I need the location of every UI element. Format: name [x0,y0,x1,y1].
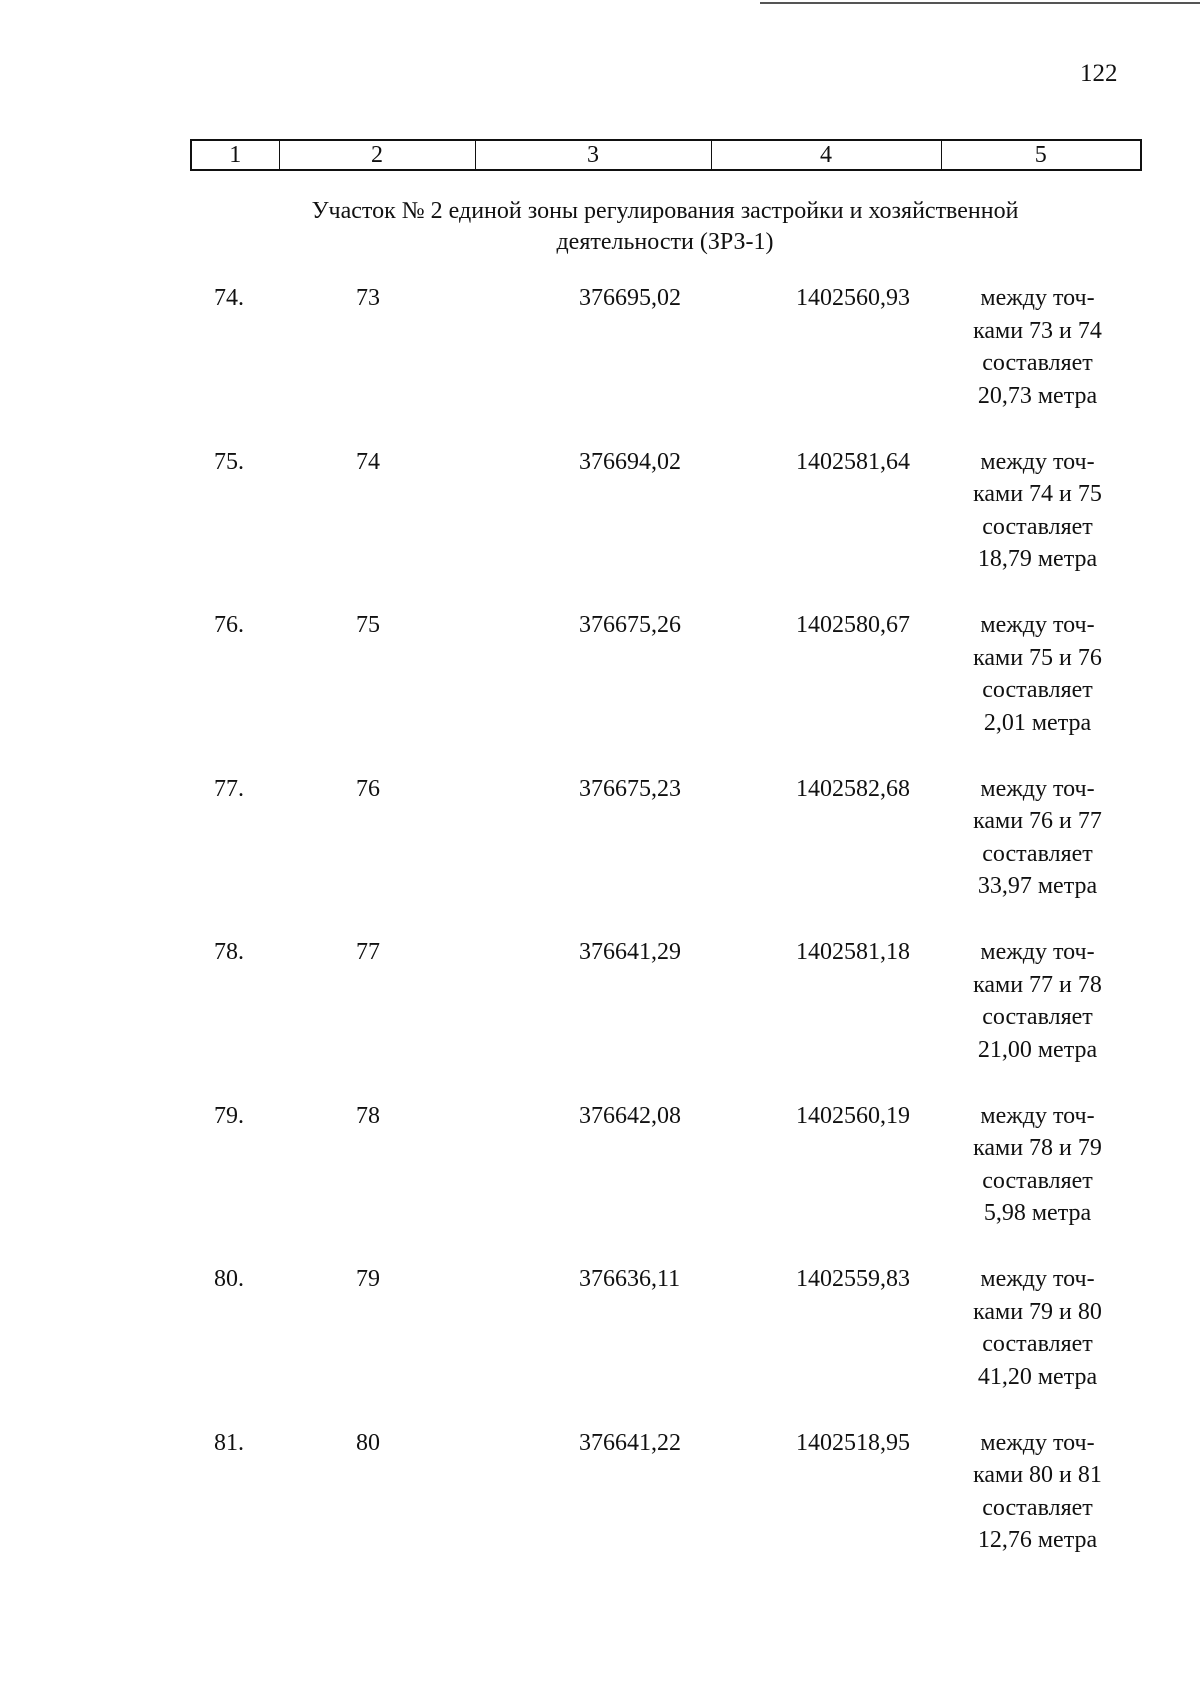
distance-line: между точ- [980,285,1095,311]
section-title [190,196,1140,258]
point-number: 80 [356,1429,380,1456]
column-header-4: 4 [711,140,941,170]
distance-line: составляет [982,350,1093,376]
distance-line: 18,79 метра [977,546,1098,572]
distance-description [950,609,1125,739]
point-number: 78 [356,1102,380,1129]
y-coordinate: 1402518,95 [796,1429,910,1456]
distance-line: между точ- [980,612,1095,638]
column-header-5: 5 [941,140,1141,170]
x-coordinate: 376641,22 [579,1429,681,1456]
distance-description [950,282,1125,412]
point-number: 74 [356,448,380,475]
distance-line: между точ- [980,448,1095,475]
y-coordinate: 1402580,67 [796,612,910,638]
row-number: 80. [214,1266,244,1292]
x-coordinate: 376695,02 [579,285,681,311]
x-coordinate: 376675,23 [579,775,681,802]
row-number: 79. [214,1102,244,1129]
column-header-table [190,139,1142,171]
distance-line: составляет [982,677,1093,703]
coordinate-rows [0,282,1200,1590]
table-row [0,609,1200,773]
distance-description [950,446,1125,576]
row-number: 77. [214,775,244,802]
distance-description [950,936,1125,1066]
x-coordinate: 376636,11 [579,1266,681,1292]
column-header-3: 3 [475,140,711,170]
distance-line: ками 74 и 75 [973,481,1102,507]
distance-line: составляет [982,1494,1093,1521]
y-coordinate: 1402582,68 [796,775,910,802]
y-coordinate: 1402560,93 [796,285,910,311]
point-number: 75 [356,612,380,638]
distance-line: 21,00 метра [977,1036,1098,1063]
distance-line: между точ- [980,1429,1095,1456]
distance-line: ками 76 и 77 [973,808,1102,834]
distance-line: ками 78 и 79 [973,1135,1102,1161]
distance-line: составляет [982,840,1093,867]
y-coordinate: 1402559,83 [796,1266,910,1292]
page-number: 122 [1080,60,1118,87]
distance-description [950,1100,1125,1230]
row-number: 75. [214,448,244,475]
row-number: 78. [214,939,244,965]
distance-line: ками 73 и 74 [973,317,1102,344]
section-title-line-1: Участок № 2 единой зоны регулирования застройки и хозяйственной [311,198,1019,224]
distance-description [950,1427,1125,1557]
x-coordinate: 376675,26 [579,612,681,638]
row-number: 76. [214,612,244,638]
row-number: 74. [214,285,244,311]
table-row [0,1263,1200,1427]
distance-line: составляет [982,1167,1093,1194]
column-header-row [191,140,1141,170]
distance-line: 20,73 метра [977,382,1098,409]
row-number: 81. [214,1429,244,1456]
point-number: 73 [356,285,380,311]
table-row [0,936,1200,1100]
distance-line: между точ- [980,1102,1095,1129]
distance-description [950,773,1125,903]
table-row [0,1427,1200,1591]
distance-line: ками 80 и 81 [973,1462,1102,1488]
distance-line: 12,76 метра [977,1527,1098,1553]
point-number: 76 [356,775,380,802]
distance-line: 33,97 метра [977,873,1098,899]
distance-line: ками 79 и 80 [973,1298,1102,1325]
top-rule [760,2,1200,4]
table-row [0,773,1200,937]
y-coordinate: 1402560,19 [796,1102,910,1129]
point-number: 79 [356,1266,380,1292]
distance-line: 2,01 метра [983,709,1092,736]
column-header-2: 2 [279,140,475,170]
distance-line: ками 77 и 78 [973,971,1102,998]
x-coordinate: 376642,08 [579,1102,681,1129]
distance-line: составляет [982,1331,1093,1357]
distance-line: ками 75 и 76 [973,644,1102,671]
section-title-line-2: деятельности (ЗРЗ-1) [556,229,774,255]
table-row [0,282,1200,446]
distance-line: между точ- [980,939,1095,965]
table-row [0,1100,1200,1264]
point-number: 77 [356,939,380,965]
distance-line: 5,98 метра [983,1200,1092,1226]
distance-description [950,1263,1125,1393]
y-coordinate: 1402581,18 [796,939,910,965]
y-coordinate: 1402581,64 [796,448,910,475]
x-coordinate: 376694,02 [579,448,681,475]
distance-line: 41,20 метра [977,1363,1098,1390]
distance-line: составляет [982,1004,1093,1030]
x-coordinate: 376641,29 [579,939,681,965]
column-header-1: 1 [191,140,279,170]
distance-line: между точ- [980,1266,1095,1292]
distance-line: составляет [982,513,1093,540]
distance-line: между точ- [980,775,1095,802]
table-row [0,446,1200,610]
